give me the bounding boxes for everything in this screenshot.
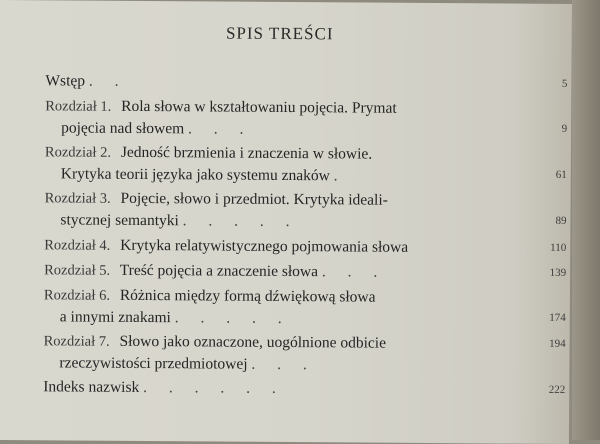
entry-title-line-2: rzeczywistości przedmiotowej — [59, 354, 248, 373]
page-number: 222 — [548, 383, 566, 396]
toc-entry-chapter-6 — [44, 284, 564, 334]
chapter-label: Rozdział 1. — [45, 98, 112, 115]
chapter-label: Rozdział 5. — [44, 262, 111, 279]
toc-entry-chapter-4 — [44, 234, 567, 263]
entry-title: Krytyka relatywistycznego pojmowania słowa — [120, 236, 409, 256]
entry-title-line-2: stycznej semantyki — [60, 211, 179, 230]
chapter-label: Rozdział 6. — [43, 287, 111, 304]
page-number: 194 — [549, 337, 566, 350]
leader-dots: . . . . . — [182, 212, 299, 231]
toc-entry-introduction — [45, 70, 568, 99]
page-number: 9 — [561, 122, 568, 135]
chapter-label: Rozdział 2. — [44, 144, 112, 161]
leader-dots: . . . — [251, 355, 316, 374]
page-edge-shadow — [572, 0, 600, 440]
leader-dots: . . . — [321, 263, 387, 281]
table-of-contents — [43, 70, 568, 405]
entry-title: Wstęp — [45, 72, 86, 90]
entry-title: Treść pojęcia a znaczenie słowa — [119, 261, 319, 281]
entry-title: Indeks nazwisk — [43, 378, 140, 396]
toc-entry-index — [43, 376, 566, 405]
entry-title-line-1: Jedność brzmienia i znaczenia w słowie. — [120, 143, 373, 163]
leader-dots: . . — [88, 72, 128, 90]
chapter-label: Rozdział 3. — [44, 190, 111, 207]
entry-title-line-1: Różnica między formą dźwiękową słowa — [119, 286, 376, 306]
leader-dots: . — [333, 167, 347, 185]
entry-title-line-2: Krytyka teorii języka jako systemu znaków — [60, 165, 330, 185]
toc-entry-chapter-3 — [44, 187, 567, 238]
leader-dots: . . . . . . — [143, 379, 285, 397]
entry-title-line-1: Rola słowa w kształtowaniu pojęcia. Prymat — [121, 97, 397, 117]
entry-title-line-1: Słowo jako oznaczone, uogólnione odbicie — [119, 332, 387, 352]
entry-title-line-1: Pojęcie, słowo i przedmiot. Krytyka ideali- — [120, 189, 388, 209]
page-number: 89 — [555, 214, 567, 227]
chapter-label: Rozdział 4. — [44, 237, 111, 254]
toc-entry-chapter-5 — [44, 259, 567, 288]
page-number: 139 — [549, 266, 567, 279]
leader-dots: . . . . . — [174, 309, 291, 328]
toc-entry-chapter-2 — [45, 141, 565, 191]
toc-entry-chapter-7 — [43, 330, 566, 380]
toc-entry-chapter-1 — [45, 95, 568, 145]
page-number: 110 — [550, 241, 567, 254]
entry-title-line-2: a innymi znakami — [59, 308, 171, 327]
page-number: 5 — [561, 77, 568, 90]
page-title: SPIS TREŚCI — [225, 23, 334, 44]
chapter-label: Rozdział 7. — [43, 333, 110, 350]
page-number: 61 — [555, 168, 567, 181]
entry-title-line-2: pojęcia nad słowem — [61, 119, 185, 138]
page-number: 174 — [549, 311, 566, 324]
leader-dots: . . . — [188, 120, 253, 138]
